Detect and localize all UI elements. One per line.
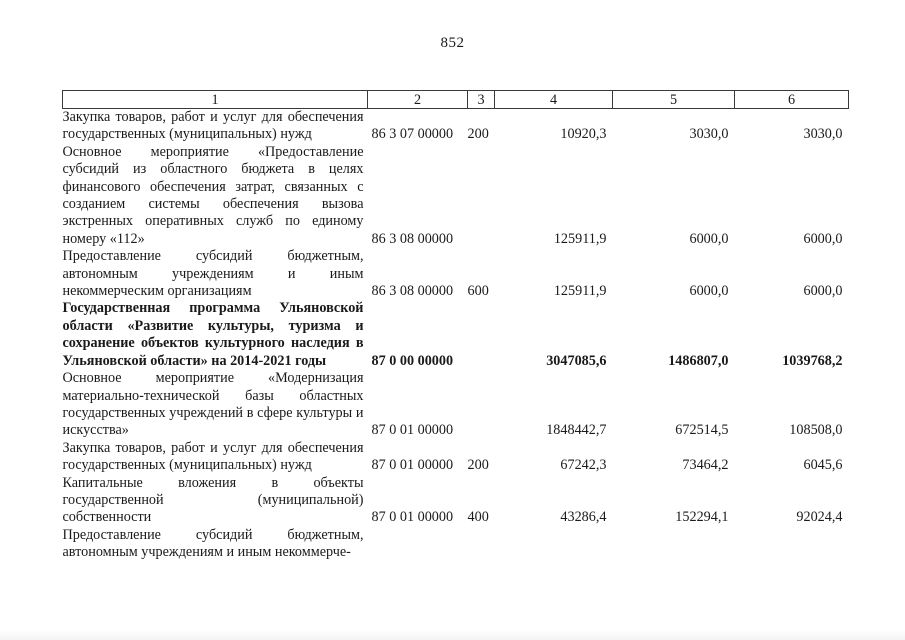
header-col-4: 4 xyxy=(495,91,613,109)
table-row xyxy=(63,440,849,475)
row-code: 86 3 08 00000 xyxy=(371,283,454,300)
table-row xyxy=(63,300,849,370)
row-code xyxy=(368,527,468,562)
row-name: Предоставление субсидий бюджетным, автономным учреждениям и иным некоммерче- xyxy=(62,526,364,561)
table-body xyxy=(63,109,849,562)
row-name: Капитальные вложения в объекты государственной (муниципальной) собственности xyxy=(62,474,364,526)
row-code: 87 0 01 00000 xyxy=(371,457,454,474)
row-value-2019 xyxy=(495,527,613,562)
row-value-2019: 3047085,6 xyxy=(546,352,607,369)
row-expense-type: 400 xyxy=(467,509,489,526)
budget-table xyxy=(62,90,849,562)
header-col-3: 3 xyxy=(468,91,495,109)
row-code: 86 3 08 00000 xyxy=(371,230,454,247)
row-expense-type xyxy=(468,370,495,440)
row-value-2019: 43286,4 xyxy=(560,509,607,526)
table-row xyxy=(63,248,849,300)
header-col-6: 6 xyxy=(735,91,849,109)
row-value-2019: 125911,9 xyxy=(553,230,607,247)
row-value-2020: 73464,2 xyxy=(682,457,729,474)
header-row xyxy=(63,91,849,109)
table-header xyxy=(63,91,849,109)
row-code: 87 0 01 00000 xyxy=(371,509,454,526)
table-row xyxy=(63,144,849,248)
row-name: Основное мероприятие «Модернизация материально-технической базы областных государственных учреждений в сфере культуры и искусства» xyxy=(62,370,364,439)
header-col-2: 2 xyxy=(368,91,468,109)
row-value-2021: 108508,0 xyxy=(789,422,843,439)
row-value-2021: 3030,0 xyxy=(803,126,843,143)
header-col-5: 5 xyxy=(613,91,735,109)
page-number: 852 xyxy=(440,35,465,51)
row-code: 87 0 01 00000 xyxy=(371,422,454,439)
row-value-2021 xyxy=(735,527,849,562)
row-value-2019: 125911,9 xyxy=(553,283,607,300)
table-row xyxy=(63,475,849,527)
row-name: Закупка товаров, работ и услуг для обеспечения государственных (муниципальных) нужд xyxy=(62,109,364,143)
row-value-2020: 152294,1 xyxy=(675,509,729,526)
row-value-2019: 10920,3 xyxy=(560,126,607,143)
row-value-2021: 92024,4 xyxy=(796,509,843,526)
row-name: Предоставление субсидий бюджетным, автономным учреждениям и иным некоммерческим организациям xyxy=(62,248,364,300)
row-value-2020 xyxy=(613,527,735,562)
scan-edge xyxy=(0,630,905,640)
header-col-1: 1 xyxy=(63,91,368,109)
row-value-2019: 67242,3 xyxy=(560,457,607,474)
row-value-2020: 3030,0 xyxy=(689,126,729,143)
row-value-2020: 1486807,0 xyxy=(668,352,729,369)
table-row xyxy=(63,370,849,440)
row-value-2021: 6000,0 xyxy=(803,283,843,300)
table-row xyxy=(63,109,849,144)
row-value-2020: 672514,5 xyxy=(675,422,729,439)
row-code: 87 0 00 00000 xyxy=(371,352,454,369)
row-expense-type: 600 xyxy=(467,283,489,300)
row-expense-type xyxy=(468,300,495,370)
row-value-2020: 6000,0 xyxy=(689,230,729,247)
table-row xyxy=(63,527,849,562)
row-value-2021: 6000,0 xyxy=(803,230,843,247)
row-name: Основное мероприятие «Предоставление субсидий из областного бюджета в целях финансового обеспечения затрат, связанных с созданием системы обеспечения вызова экстренных оперативных служб по единому номеру «112» xyxy=(62,143,364,247)
row-expense-type: 200 xyxy=(467,126,489,143)
row-expense-type: 200 xyxy=(467,457,489,474)
row-value-2021: 6045,6 xyxy=(803,457,843,474)
row-code: 86 3 07 00000 xyxy=(371,126,454,143)
row-value-2021: 1039768,2 xyxy=(782,352,843,369)
row-value-2020: 6000,0 xyxy=(689,283,729,300)
row-value-2019: 1848442,7 xyxy=(546,422,607,439)
row-expense-type xyxy=(468,527,495,562)
row-name: Закупка товаров, работ и услуг для обеспечения государственных (муниципальных) нужд xyxy=(62,439,364,474)
row-name: Государственная программа Ульяновской области «Развитие культуры, туризма и сохранение объектов культурного наследия в Ульяновской области» на 2014-2021 годы xyxy=(62,300,364,369)
row-expense-type xyxy=(468,144,495,248)
